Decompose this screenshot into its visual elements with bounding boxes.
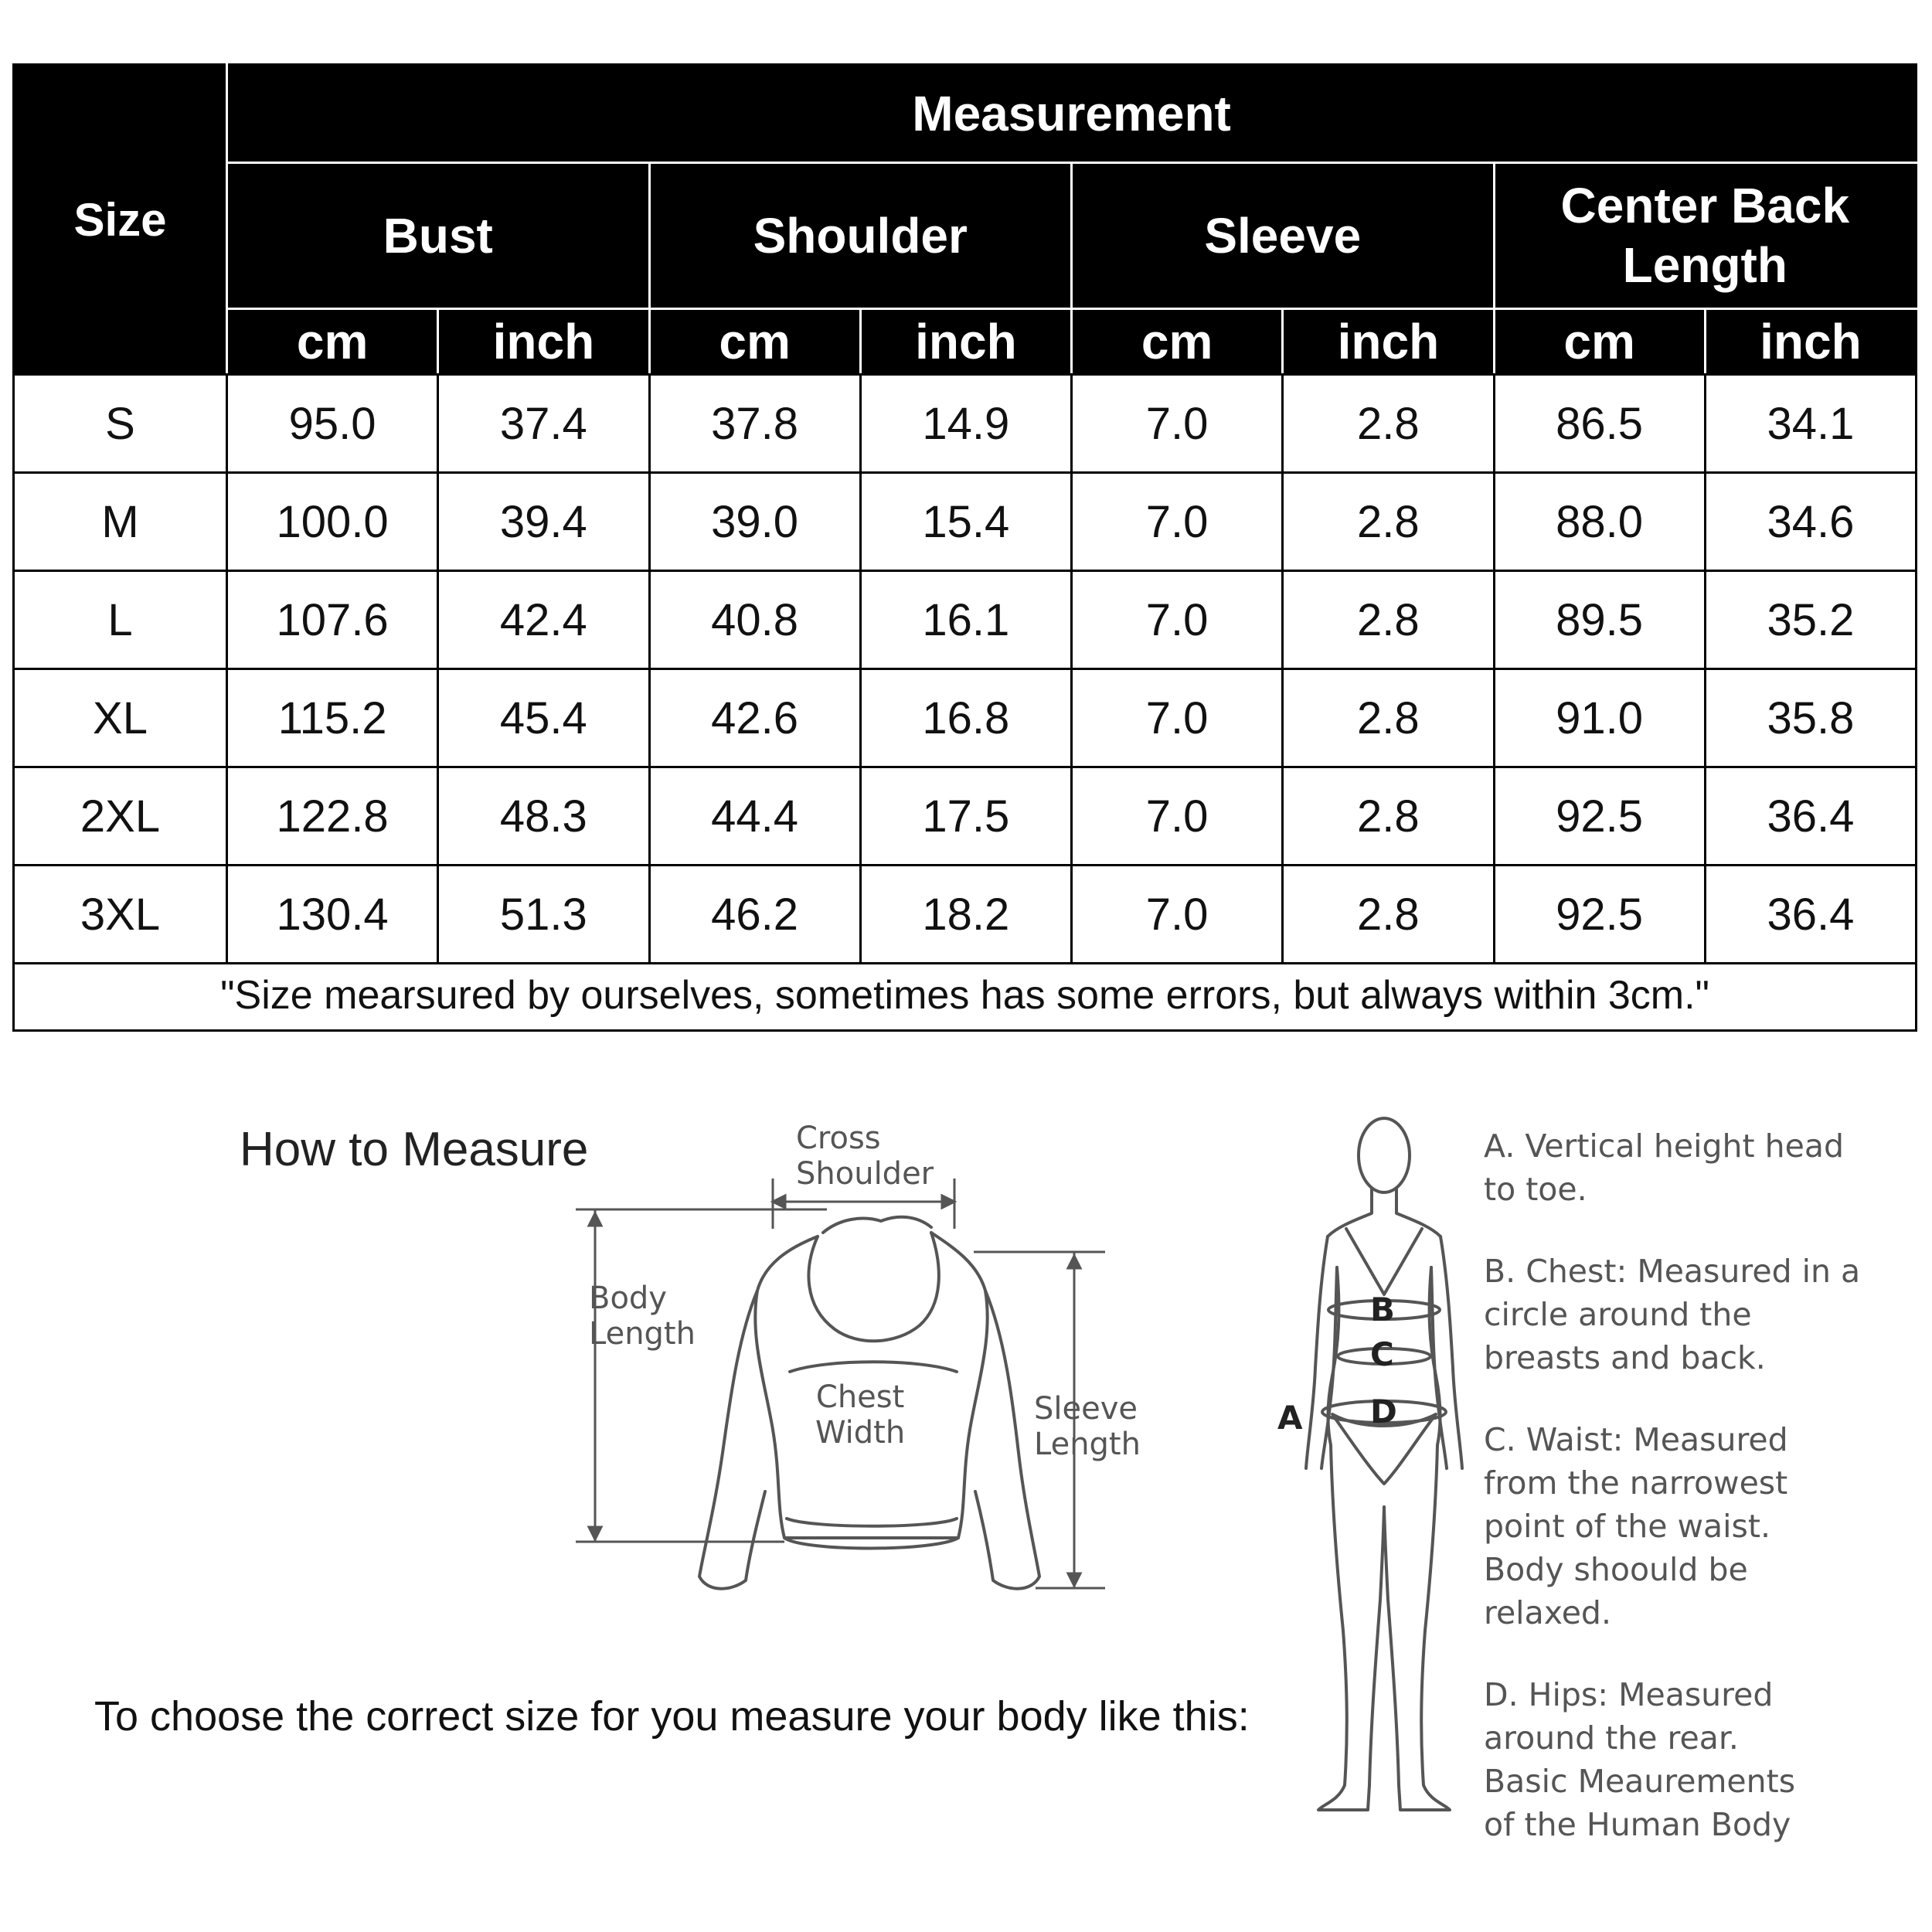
bust-header: Bust [227,163,650,309]
cross-shoulder-label-line2: Shoulder [796,1156,934,1192]
value-cell: 89.5 [1494,571,1705,669]
value-cell: 2.8 [1283,669,1494,767]
value-cell: 37.4 [438,375,649,473]
shoulder-header: Shoulder [649,163,1072,309]
value-cell: 2.8 [1283,375,1494,473]
value-cell: 2.8 [1283,866,1494,964]
unit-header: inch [1705,309,1916,375]
unit-header: inch [1283,309,1494,375]
body-length-label-line2: Length [589,1316,696,1352]
size-chart-table [12,63,1917,1032]
measurement-header: Measurement [227,65,1917,163]
value-cell: 40.8 [649,571,860,669]
figure-letter-d: D [1370,1393,1397,1430]
value-cell: 37.8 [649,375,860,473]
value-cell: 16.8 [860,669,1071,767]
unit-header: inch [438,309,649,375]
figure-letter-c: C [1370,1335,1394,1373]
value-cell: 7.0 [1072,473,1283,571]
value-cell: 15.4 [860,473,1071,571]
value-cell: 46.2 [649,866,860,964]
chest-width-label-line1: Chest [815,1379,905,1415]
value-cell: 42.6 [649,669,860,767]
size-cell: 2XL [14,767,227,866]
table-row [14,866,1917,964]
value-cell: 7.0 [1072,866,1283,964]
legend-item-c: C. Waist: Measured from the narrowest point of the waist. Body shoould be relaxed. [1484,1421,1788,1631]
cross-shoulder-label [796,1121,934,1192]
value-cell: 18.2 [860,866,1071,964]
legend-item-b: B. Chest: Measured in a circle around the breasts and back. [1484,1253,1861,1376]
value-cell: 35.2 [1705,571,1916,669]
value-cell: 42.4 [438,571,649,669]
value-cell: 7.0 [1072,767,1283,866]
value-cell: 91.0 [1494,669,1705,767]
value-cell: 44.4 [649,767,860,866]
value-cell: 36.4 [1705,866,1916,964]
size-cell: 3XL [14,866,227,964]
sleeve-length-label [1034,1391,1141,1462]
body-figure-diagram [1252,1105,1484,1832]
value-cell: 34.1 [1705,375,1916,473]
value-cell: 2.8 [1283,767,1494,866]
body-length-label [589,1281,696,1352]
value-cell: 130.4 [227,866,438,964]
table-row [14,767,1917,866]
cross-shoulder-label-line1: Cross [796,1121,881,1156]
unit-header: cm [227,309,438,375]
size-cell: XL [14,669,227,767]
unit-header: cm [1072,309,1283,375]
size-cell: M [14,473,227,571]
value-cell: 88.0 [1494,473,1705,571]
legend-item-d: D. Hips: Measured around the rear. Basic Meaurements of the Human Body [1484,1676,1796,1843]
unit-header: inch [860,309,1071,375]
table-row [14,571,1917,669]
value-cell: 51.3 [438,866,649,964]
table-row [14,473,1917,571]
body-length-label-line1: Body [589,1281,667,1316]
unit-header: cm [649,309,860,375]
choose-size-instruction: To choose the correct size for you measure your body like this: [94,1693,1250,1740]
value-cell: 92.5 [1494,767,1705,866]
chest-width-label [815,1379,905,1451]
unit-header: cm [1494,309,1705,375]
value-cell: 92.5 [1494,866,1705,964]
value-cell: 36.4 [1705,767,1916,866]
value-cell: 100.0 [227,473,438,571]
figure-letter-b: B [1370,1291,1396,1328]
value-cell: 7.0 [1072,669,1283,767]
chest-width-label-line2: Width [815,1415,906,1451]
size-column-header: Size [14,65,227,375]
table-row [14,669,1917,767]
measurement-note: "Size mearsured by ourselves, sometimes has some errors, but always within 3cm." [14,964,1917,1031]
how-to-measure-title: How to Measure [240,1123,589,1176]
sleeve-length-label-line1: Sleeve [1034,1391,1138,1427]
value-cell: 115.2 [227,669,438,767]
legend-item-a: A. Vertical height head to toe. [1484,1128,1844,1208]
value-cell: 39.4 [438,473,649,571]
value-cell: 7.0 [1072,375,1283,473]
value-cell: 16.1 [860,571,1071,669]
value-cell: 17.5 [860,767,1071,866]
value-cell: 39.0 [649,473,860,571]
value-cell: 107.6 [227,571,438,669]
garment-diagram [572,1105,1159,1607]
size-cell: S [14,375,227,473]
table-row [14,375,1917,473]
figure-letter-a: A [1277,1399,1303,1437]
value-cell: 7.0 [1072,571,1283,669]
value-cell: 35.8 [1705,669,1916,767]
value-cell: 2.8 [1283,473,1494,571]
value-cell: 14.9 [860,375,1071,473]
measurement-legend [1484,1124,1917,1885]
value-cell: 86.5 [1494,375,1705,473]
value-cell: 45.4 [438,669,649,767]
value-cell: 122.8 [227,767,438,866]
value-cell: 95.0 [227,375,438,473]
center-back-length-label: Center Back Length [1560,178,1850,293]
center-back-length-header [1494,163,1917,309]
size-cell: L [14,571,227,669]
value-cell: 2.8 [1283,571,1494,669]
sleeve-header: Sleeve [1072,163,1495,309]
value-cell: 34.6 [1705,473,1916,571]
value-cell: 48.3 [438,767,649,866]
human-body-illustration [1252,1105,1484,1832]
sleeve-length-label-line2: Length [1034,1427,1141,1462]
